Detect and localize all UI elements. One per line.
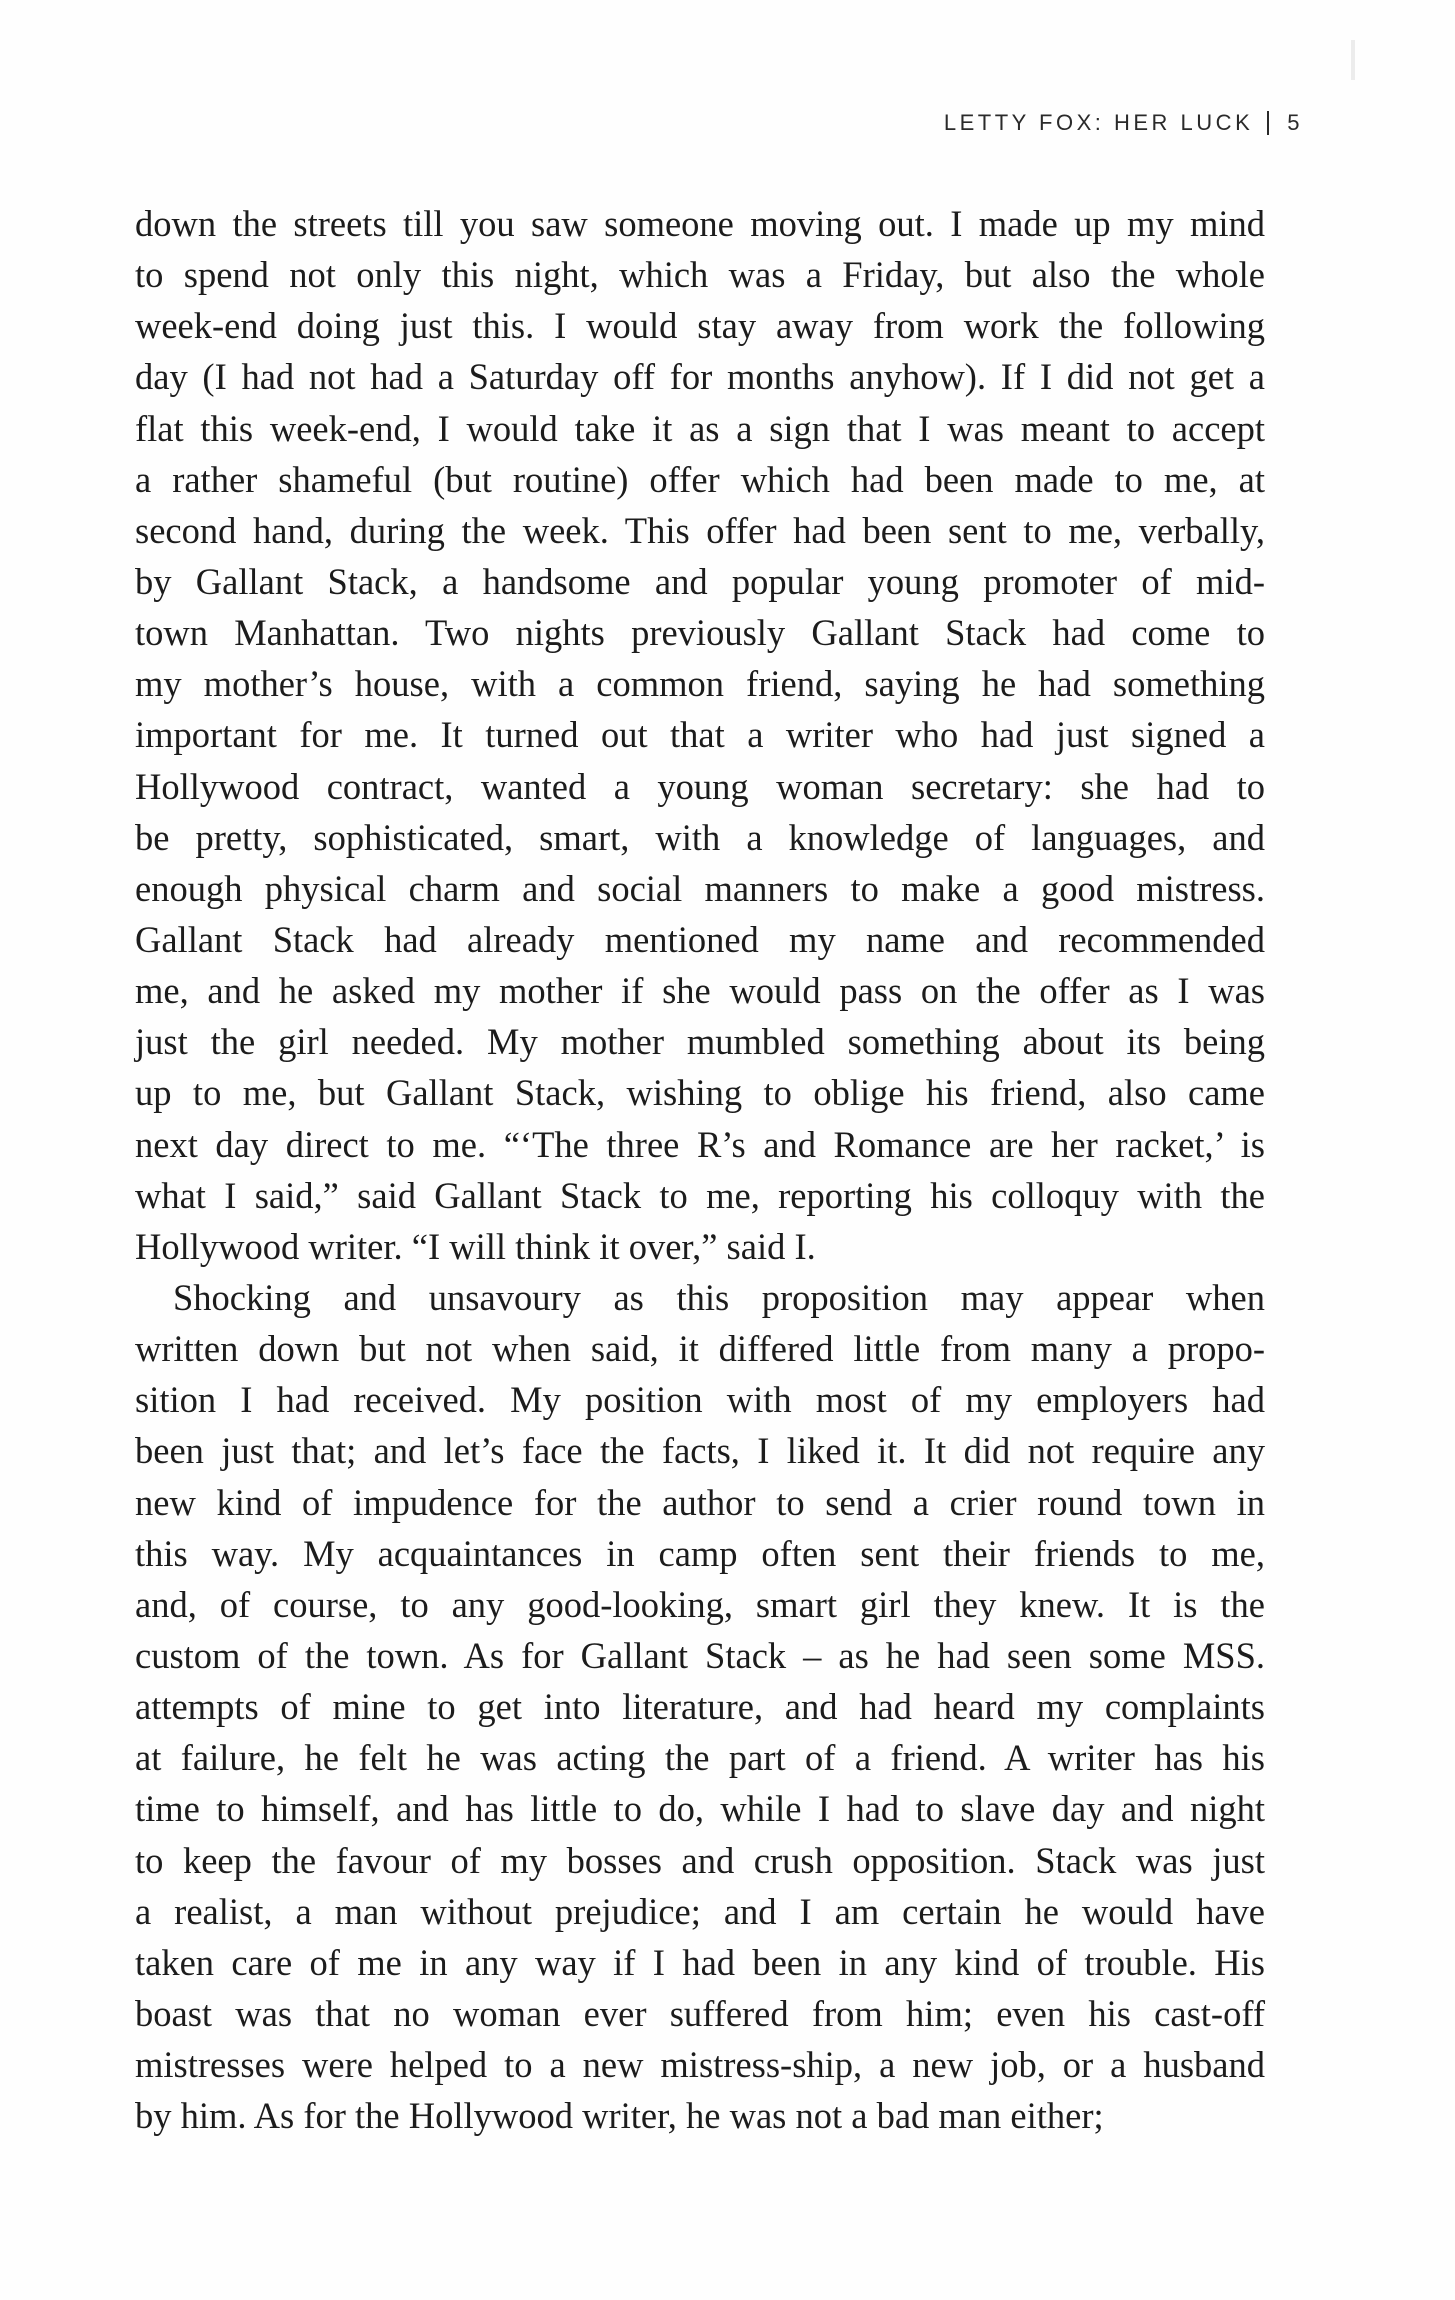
text-line: be pretty, sophisticated, smart, with a knowledge of languages, and [135,816,1265,858]
paragraph [135,198,1265,1272]
text-line: taken care of me in any way if I had been in any kind of trouble. His [135,1941,1265,1983]
scan-artifact [1351,40,1355,80]
text-line: a rather shameful (but routine) offer which had been made to me, at [135,458,1265,500]
text-line: new kind of impudence for the author to send a crier round town in [135,1481,1265,1523]
text-line: Hollywood contract, wanted a young woman secretary: she had to [135,765,1265,807]
page-number: 5 [1287,110,1303,135]
text-line: important for me. It turned out that a writer who had just signed a [135,714,1265,756]
text-line: at failure, he felt he was acting the part of a friend. A writer has his [135,1737,1265,1779]
text-line: Gallant Stack had already mentioned my name and recommended [135,918,1265,960]
text-line: by Gallant Stack, a handsome and popular young promoter of mid- [135,560,1265,602]
text-line: written down but not when said, it differed little from many a propo- [135,1328,1265,1370]
text-line: enough physical charm and social manners to make a good mistress. [135,867,1265,909]
text-line: to spend not only this night, which was a Friday, but also the whole [135,254,1265,296]
text-line: up to me, but Gallant Stack, wishing to oblige his friend, also came [135,1072,1265,1114]
text-line: boast was that no woman ever suffered from him; even his cast-off [135,1992,1265,2034]
text-line: what I said,” said Gallant Stack to me, reporting his colloquy with the [135,1174,1265,1216]
text-line: custom of the town. As for Gallant Stack – as he had seen some MSS. [135,1634,1265,1676]
text-line: second hand, during the week. This offer had been sent to me, verbally, [135,509,1265,551]
text-line: attempts of mine to get into literature, and had heard my complaints [135,1686,1265,1728]
text-line: next day direct to me. “‘The three R’s and Romance are her racket,’ is [135,1123,1265,1165]
text-line: me, and he asked my mother if she would pass on the offer as I was [135,970,1265,1012]
text-line: time to himself, and has little to do, while I had to slave day and night [135,1788,1265,1830]
text-line: my mother’s house, with a common friend, saying he had something [135,663,1265,705]
text-line: flat this week-end, I would take it as a sign that I was meant to accept [135,407,1265,449]
text-line: this way. My acquaintances in camp often sent their friends to me, [135,1532,1265,1574]
text-line: Hollywood writer. “I will think it over,” said I. [135,1225,816,1267]
paragraph [135,1272,1265,2141]
running-head-title: LETTY FOX: HER LUCK [943,110,1254,135]
text-line: by him. As for the Hollywood writer, he was not a bad man either; [135,2095,1104,2137]
running-head [944,110,1303,136]
running-head-separator [1267,111,1269,135]
text-line: to keep the favour of my bosses and crush opposition. Stack was just [135,1839,1265,1881]
text-line: Shocking and unsavoury as this proposition may appear when [173,1276,1265,1318]
text-line: been just that; and let’s face the facts, I liked it. It did not require any [135,1430,1265,1472]
text-line: day (I had not had a Saturday off for months anyhow). If I did not get a [135,356,1265,398]
text-line: town Manhattan. Two nights previously Gallant Stack had come to [135,612,1265,654]
text-line: and, of course, to any good-looking, smart girl they knew. It is the [135,1583,1265,1625]
text-line: a realist, a man without prejudice; and I am certain he would have [135,1890,1265,1932]
text-line: down the streets till you saw someone moving out. I made up my mind [135,203,1265,244]
text-line: just the girl needed. My mother mumbled something about its being [135,1021,1265,1063]
body-text [135,198,1265,2141]
text-line: week-end doing just this. I would stay away from work the following [135,305,1265,347]
text-line: sition I had received. My position with most of my employers had [135,1379,1265,1421]
text-line: mistresses were helped to a new mistress-ship, a new job, or a husband [135,2044,1265,2086]
